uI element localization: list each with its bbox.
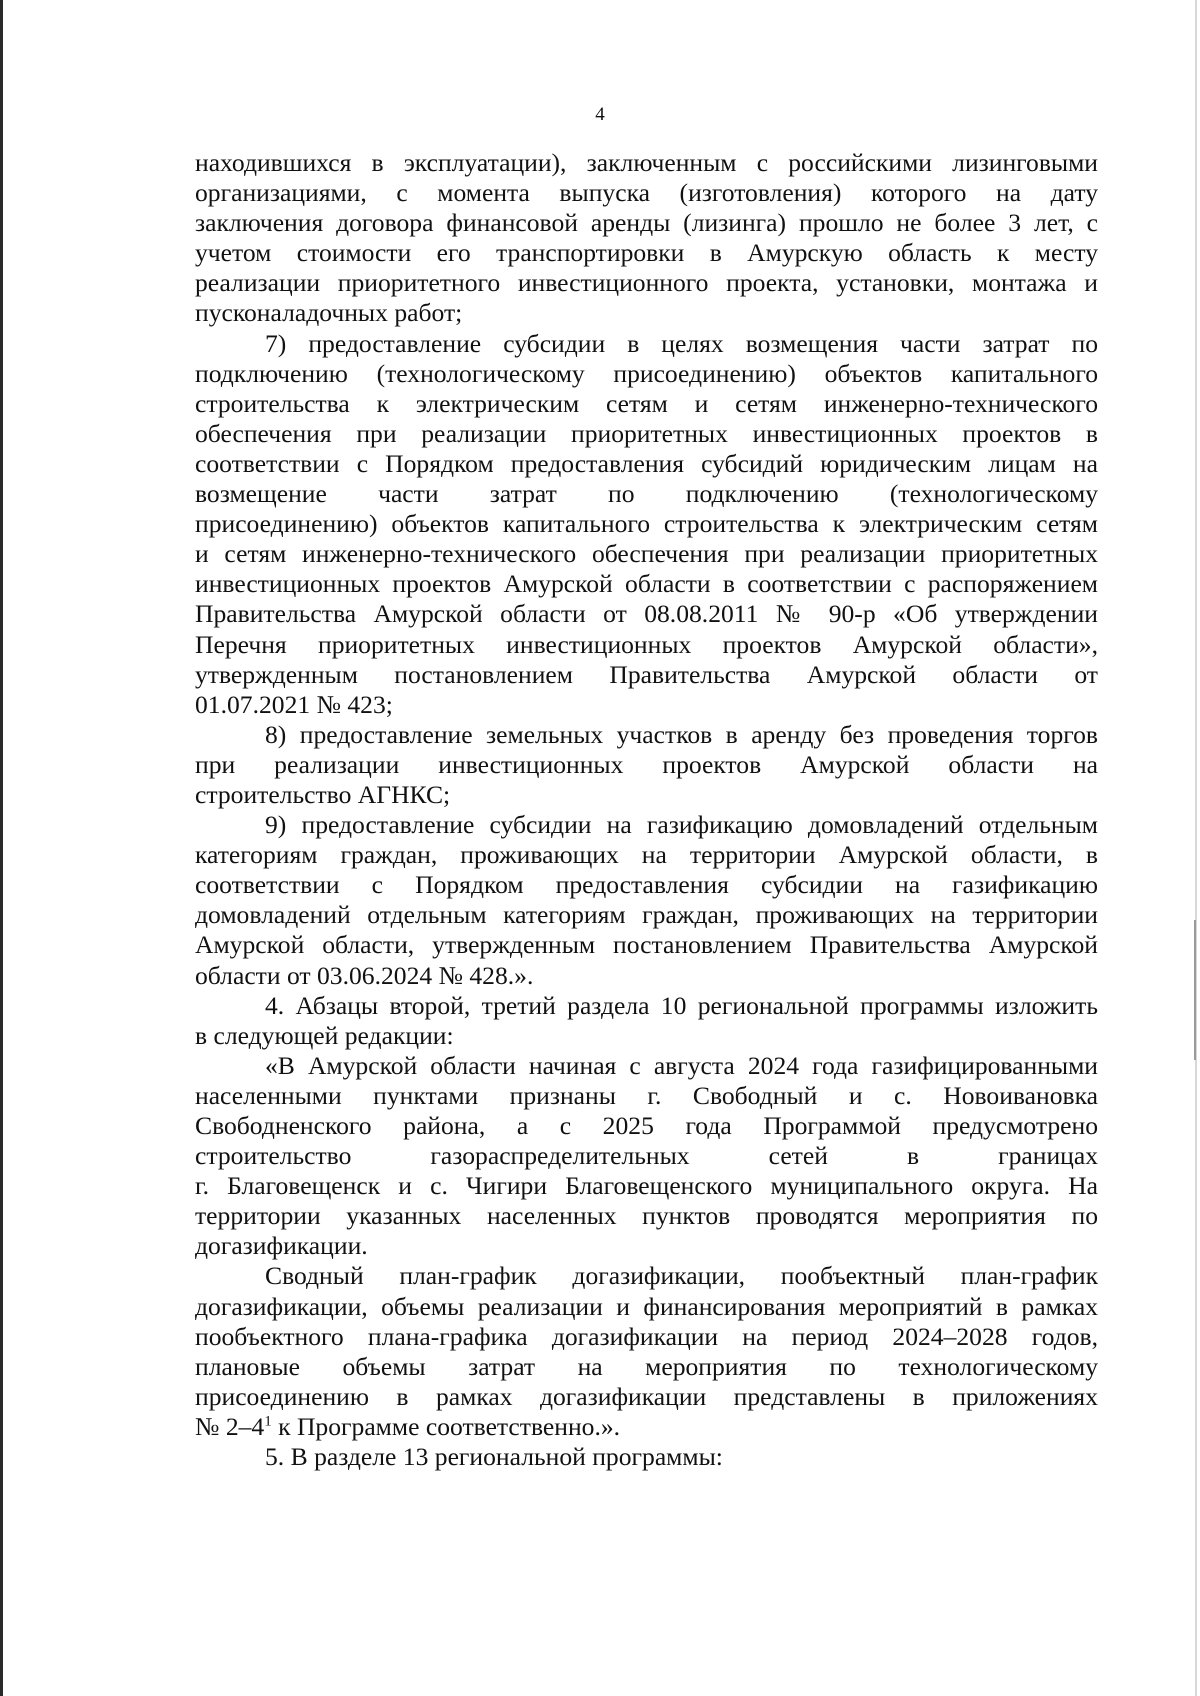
text-line: обеспечения при реализации приоритетных инвестиционных проектов в (195, 418, 1098, 448)
text-line: догазификации, объемы реализации и финансирования мероприятий в рамках (195, 1291, 1098, 1321)
text-line: домовладений отдельным категориям граждан, проживающих на территории (195, 900, 1098, 930)
text-line: соответствии с Порядком предоставления субсидии на газификацию (195, 870, 1098, 900)
text-line: учетом стоимости его транспортировки в Амурскую область к месту (195, 238, 1098, 268)
text-line: подключению (технологическому присоединению) объектов капитального (195, 358, 1098, 388)
text-line: категориям граждан, проживающих на территории Амурской области, в (195, 840, 1098, 870)
text-line: соответствии с Порядком предоставления субсидий юридическим лицам на (195, 448, 1098, 478)
text-line: находившихся в эксплуатации), заключенным с российскими лизинговыми (195, 148, 1098, 177)
text-line: и сетям инженерно-технического обеспечения при реализации приоритетных (195, 539, 1098, 569)
text-line: 9) предоставление субсидии на газификацию домовладений отдельным (265, 810, 1098, 840)
text-line: присоединению в рамках догазификации представлены в приложениях (195, 1381, 1098, 1411)
text-line (195, 1412, 1098, 1442)
text-line: Перечня приоритетных инвестиционных проектов Амурской области», (195, 629, 1098, 659)
text-line: возмещение части затрат по подключению (технологическому (195, 479, 1098, 509)
paragraph-item-7 (195, 329, 1098, 720)
document-body (195, 148, 1098, 1472)
scan-edge-mark (1194, 920, 1196, 1060)
paragraph-leasing-continuation (195, 148, 1098, 329)
appendix-ref-tail: к Программе соответственно.». (271, 1411, 621, 1441)
paragraph-point-5 (195, 1442, 1098, 1472)
text-line: Правительства Амурской области от 08.08.2011 № 90-р «Об утверждении (195, 599, 1098, 629)
text-line: присоединению) объектов капитального строительства к электрическим сетям (195, 509, 1098, 539)
text-line: строительство АГНКС; (195, 779, 451, 809)
text-line: пусконаладочных работ; (195, 298, 463, 328)
text-line: организациями, с момента выпуска (изготовления) которого на дату (195, 178, 1098, 208)
text-line: Амурской области, утвержденным постановлением Правительства Амурской (195, 930, 1098, 960)
text-line: Сводный план-график догазификации, пообъектный план-график (265, 1261, 1098, 1291)
text-line: реализации приоритетного инвестиционного проекта, установки, монтажа и (195, 268, 1098, 298)
text-line: 4. Абзацы второй, третий раздела 10 региональной программы изложить (265, 990, 1098, 1020)
text-line: населенными пунктами признаны г. Свободный и с. Новоивановка (195, 1080, 1098, 1110)
text-line: пообъектного плана-графика догазификации на период 2024–2028 годов, (195, 1321, 1098, 1351)
text-line: заключения договора финансовой аренды (лизинга) прошло не более 3 лет, с (195, 208, 1098, 238)
text-line: г. Благовещенск и с. Чигири Благовещенского муниципального округа. На (195, 1171, 1098, 1201)
text-line: строительство газораспределительных сетей в границах (195, 1141, 1098, 1171)
page-number: 4 (595, 104, 605, 125)
text-line: 5. В разделе 13 региональной программы: (265, 1442, 723, 1472)
text-line: плановые объемы затрат на мероприятия по технологическому (195, 1351, 1098, 1381)
text-line: при реализации инвестиционных проектов Амурской области на (195, 749, 1098, 779)
paragraph-point-4 (195, 991, 1098, 1051)
text-line: Свободненского района, а с 2025 года Программой предусмотрено (195, 1111, 1098, 1140)
scan-edge-left (0, 0, 3, 1696)
text-line: утвержденным постановлением Правительства Амурской области от (195, 659, 1098, 689)
paragraph-item-8 (195, 720, 1098, 810)
appendix-ref: № 2–4 (195, 1411, 265, 1441)
text-line: в следующей редакции: (195, 1020, 454, 1050)
superscript: 1 (264, 1413, 272, 1430)
text-line: «В Амурской области начиная с августа 2024 года газифицированными (265, 1050, 1098, 1080)
text-line: 8) предоставление земельных участков в аренду без проведения торгов (265, 719, 1098, 749)
text-line: области от 03.06.2024 № 428.». (195, 960, 534, 990)
scan-edge-right (1195, 0, 1197, 1696)
text-line: догазификации. (195, 1231, 368, 1261)
text-line: инвестиционных проектов Амурской области в соответствии с распоряжением (195, 569, 1098, 599)
text-line: строительства к электрическим сетям и сетям инженерно-технического (195, 388, 1098, 418)
text-line: 7) предоставление субсидии в целях возмещения части затрат по (265, 328, 1098, 358)
paragraph-schedule (195, 1261, 1098, 1442)
paragraph-quote-gasification (195, 1051, 1098, 1262)
text-line: территории указанных населенных пунктов проводятся мероприятия по (195, 1201, 1098, 1231)
paragraph-item-9 (195, 810, 1098, 991)
text-line: 01.07.2021 № 423; (195, 689, 393, 719)
